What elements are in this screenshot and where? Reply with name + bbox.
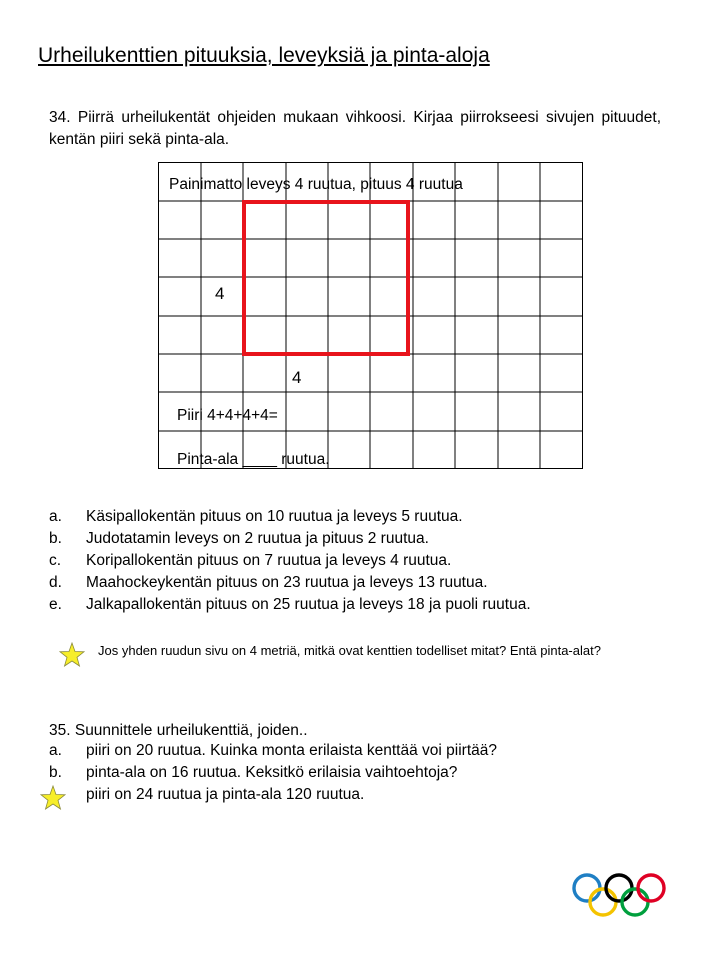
side-label-bottom: 4 — [292, 368, 302, 387]
wrestling-mat-grid — [158, 162, 584, 470]
side-label-left: 4 — [215, 284, 225, 303]
item-letter: e. — [49, 596, 62, 613]
item-text: piiri on 24 ruutua ja pinta-ala 120 ruutua. — [86, 786, 365, 803]
item-text: Judotatamin leveys on 2 ruutua ja pituus 2 ruutua. — [86, 530, 429, 547]
item-letter: b. — [49, 530, 62, 547]
star-icon — [59, 642, 85, 668]
item-text: piiri on 20 ruutua. Kuinka monta erilaista kenttää voi piirtää? — [86, 742, 497, 759]
item-text: Koripallokentän pituus on 7 ruutua ja leveys 4 ruutua. — [86, 552, 452, 569]
item-letter: c. — [49, 552, 62, 569]
item-text: Maahockeykentän pituus on 23 ruutua ja leveys 13 ruutua. — [86, 574, 488, 591]
grid-caption: Painimatto leveys 4 ruutua, pituus 4 ruutua — [169, 176, 463, 193]
area-text: Pinta-ala ____ ruutua. — [177, 451, 330, 468]
item-letter: b. — [49, 764, 62, 781]
task-34-instructions: 34. Piirrä urheilukentät ohjeiden mukaan vihkoosi. Kirjaa piirrokseesi sivujen pituudet, kentän piiri sekä pinta-ala. — [49, 109, 661, 148]
item-letter: a. — [49, 742, 62, 759]
star-icon — [40, 785, 66, 811]
olympic-rings-icon — [570, 872, 670, 920]
item-letter: d. — [49, 574, 62, 591]
item-text: Käsipallokentän pituus on 10 ruutua ja leveys 5 ruutua. — [86, 508, 463, 525]
task-35-intro: 35. Suunnittele urheilukenttiä, joiden.. — [49, 722, 308, 739]
item-letter: a. — [49, 508, 62, 525]
page-title: Urheilukenttien pituuksia, leveyksiä ja pinta-aloja — [38, 44, 490, 67]
item-text: pinta-ala on 16 ruutua. Keksitkö erilaisia vaihtoehtoja? — [86, 764, 458, 781]
perimeter-text: Piiri 4+4+4+4= — [177, 407, 278, 424]
wrestling-mat-square — [244, 202, 408, 354]
bonus-question: Jos yhden ruudun sivu on 4 metriä, mitkä ovat kenttien todelliset mitat? Entä pinta-alat? — [98, 643, 601, 658]
item-text: Jalkapallokentän pituus on 25 ruutua ja leveys 18 ja puoli ruutua. — [86, 596, 531, 613]
